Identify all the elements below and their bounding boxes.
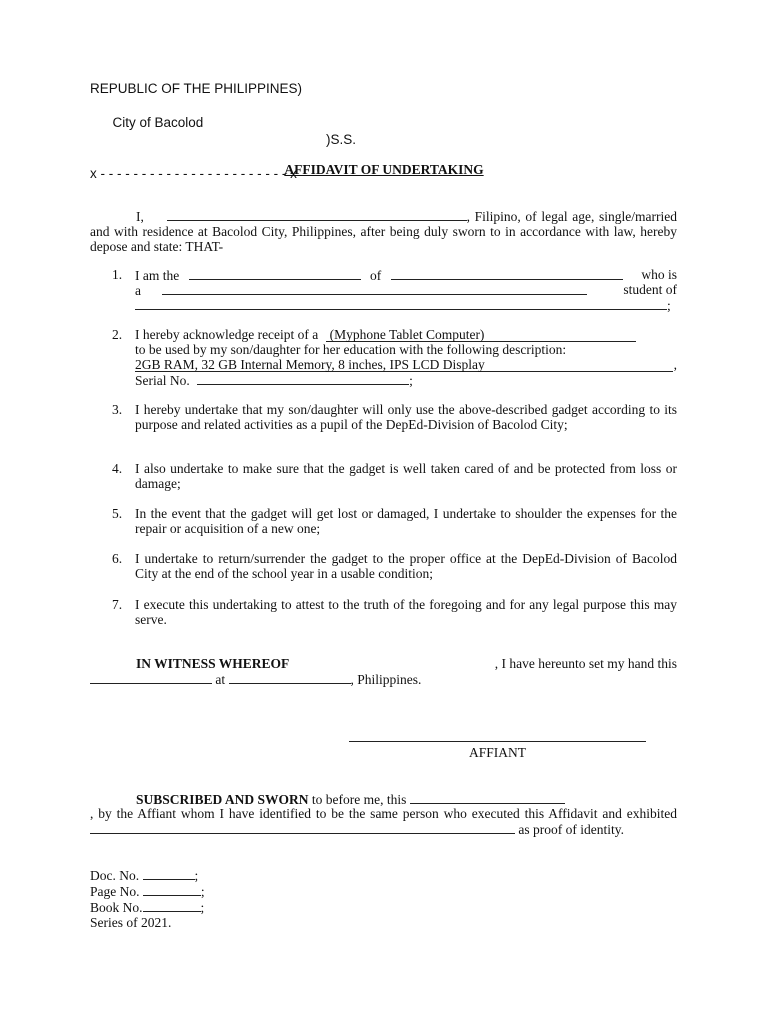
witness-paragraph — [90, 656, 677, 687]
item-number: 3. — [112, 402, 123, 417]
list-item — [90, 402, 677, 432]
witness-text-a: , I have hereunto set my hand this — [494, 656, 677, 671]
gadget-description: 2GB RAM, 32 GB Internal Memory, 8 inches, IPS LCD Display — [135, 357, 485, 372]
intro-paragraph — [90, 208, 677, 254]
serial-label: Serial No. — [135, 373, 190, 388]
description-field[interactable] — [135, 358, 673, 372]
intro-prefix: I, — [136, 209, 144, 224]
affiant-signature-line[interactable] — [349, 741, 646, 742]
notary-block: Doc. No. ; Page No. ; Book No. ; Series of 2021. — [90, 868, 205, 930]
item1-text-e: student of — [623, 282, 677, 297]
list-item — [90, 551, 677, 581]
affiant-label: AFFIANT — [468, 745, 526, 760]
item3-text: I hereby undertake that my son/daughter will only use the above-described gadget according to its purpose and related activities as a pupil of the DepEd-Division of Bacolod City; — [135, 402, 677, 432]
sworn-text-a: to before me, this — [311, 792, 407, 807]
page-no-blank[interactable] — [143, 883, 201, 896]
item1-text-d: a — [135, 283, 141, 298]
item1-text-a: I am the — [135, 268, 180, 283]
document-title: AFFIDAVIT OF UNDERTAKING — [284, 162, 484, 177]
item-number: 2. — [112, 327, 123, 342]
caption-ss: )S.S. — [326, 132, 357, 147]
list-item — [90, 267, 677, 312]
caption-separator: x - - - - - - - - - - - - - - - - - - - - - - - x — [90, 166, 297, 181]
series-label: Series of 2021. — [90, 915, 172, 930]
list-item — [90, 327, 677, 387]
item1-text-b: of — [369, 268, 382, 283]
item2-text-a: I hereby acknowledge receipt of a — [135, 327, 319, 342]
doc-no-blank[interactable] — [143, 867, 195, 880]
serial-blank[interactable] — [197, 372, 409, 385]
gadget-field[interactable] — [326, 328, 636, 342]
id-blank[interactable] — [90, 821, 515, 834]
serial-end: ; — [409, 373, 413, 388]
school-blank[interactable] — [135, 297, 667, 310]
gadget-name: (Myphone Tablet Computer) — [329, 327, 485, 342]
item4-text: I also undertake to make sure that the gadget is well taken cared of and be protected from loss or damage; — [135, 461, 677, 491]
list-item — [90, 506, 677, 536]
relation-blank[interactable] — [189, 267, 361, 280]
witness-text-c: , Philippines. — [350, 672, 422, 687]
day-blank[interactable] — [90, 671, 212, 684]
name-blank[interactable] — [167, 208, 467, 221]
place-blank[interactable] — [229, 671, 351, 684]
caption-city: City of Bacolod — [112, 115, 204, 130]
doc-no-label: Doc. No. — [90, 868, 140, 883]
page-no-label: Page No. — [90, 884, 140, 899]
witness-lead: IN WITNESS WHEREOF — [136, 656, 290, 671]
item2-text-c: , — [673, 357, 677, 372]
book-no-label: Book No. — [90, 900, 143, 915]
sworn-text-b: , by the Affiant whom I have identified to be the same person who executed this Affidavit and exhibited — [90, 806, 677, 821]
sworn-lead: SUBSCRIBED AND SWORN — [136, 792, 309, 807]
item-number: 6. — [112, 551, 123, 566]
child-name-blank[interactable] — [391, 267, 623, 280]
item1-text-c: who is — [641, 267, 677, 282]
intro-suffix: , Filipino, of legal age, single/married and with residence at Bacolod City, Philippines, after being duly sworn to in accordance with law, hereby depose and state: THAT- — [90, 209, 678, 254]
list-item — [90, 597, 677, 627]
witness-text-b: at — [215, 672, 226, 687]
item1-text-f: ; — [667, 298, 671, 313]
item-number: 4. — [112, 461, 123, 476]
item6-text: I undertake to return/surrender the gadget to the proper office at the DepEd-Division of Bacolod City at the end of the school year in a usable condition; — [135, 551, 677, 581]
sworn-text-c: as proof of identity. — [518, 822, 624, 837]
caption-republic: REPUBLIC OF THE PHILIPPINES) — [90, 81, 303, 96]
sworn-paragraph — [90, 791, 677, 837]
item-number: 5. — [112, 506, 123, 521]
item-number: 1. — [112, 267, 123, 282]
item-number: 7. — [112, 597, 123, 612]
grade-level-blank[interactable] — [162, 282, 587, 295]
item7-text: I execute this undertaking to attest to the truth of the foregoing and for any legal purpose this may serve. — [135, 597, 677, 627]
sworn-date-blank[interactable] — [410, 791, 565, 804]
list-item — [90, 461, 677, 491]
item2-text-b: to be used by my son/daughter for her education with the following description: — [135, 342, 567, 357]
item5-text: In the event that the gadget will get lost or damaged, I undertake to shoulder the expenses for the repair or acquisition of a new one; — [135, 506, 677, 536]
book-no-blank[interactable] — [143, 899, 201, 912]
